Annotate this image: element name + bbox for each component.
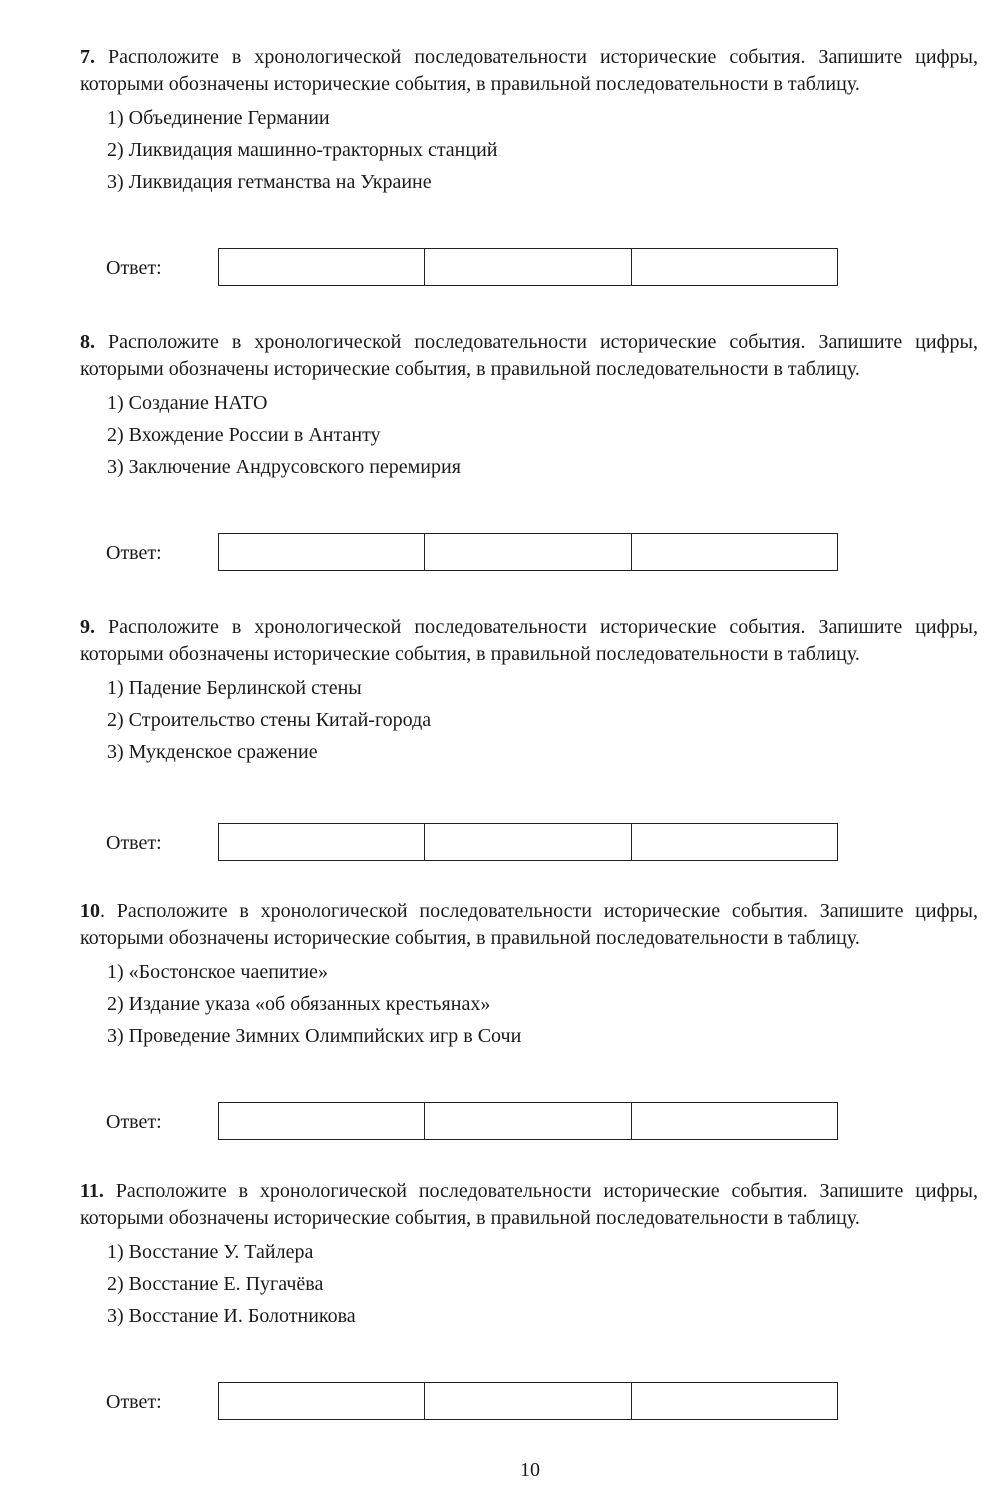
answer-grid (218, 533, 838, 571)
options-list (80, 672, 978, 768)
task-8 (80, 329, 978, 483)
task-7 (80, 44, 978, 198)
answer-cell[interactable] (425, 824, 631, 860)
task-text: Расположите в хронологической последовательности исторические события. Запишите цифры, которыми обозначены исторические события, в правильной последовательности в таблицу. (80, 331, 978, 380)
task-text: . Расположите в хронологической последовательности исторические события. Запишите цифры, которыми обозначены исторические события, в правильной последовательности в таблицу. (80, 900, 978, 949)
option-item: 1) «Бостонское чаепитие» (107, 961, 328, 983)
answer-cell[interactable] (219, 824, 425, 860)
task-text: Расположите в хронологической последовательности исторические события. Запишите цифры, которыми обозначены исторические события, в правильной последовательности в таблицу. (80, 616, 978, 665)
answer-label: Ответ: (106, 832, 162, 854)
option-item: 2) Строительство стены Китай-города (107, 709, 432, 731)
task-number: 7. (80, 46, 95, 68)
answer-label: Ответ: (106, 257, 162, 279)
option-item: 2) Ликвидация машинно-тракторных станций (107, 139, 498, 161)
option-item: 3) Восстание И. Болотникова (107, 1305, 356, 1327)
task-number: 10 (80, 900, 100, 922)
answer-grid (218, 1382, 838, 1420)
task-prompt (80, 1178, 978, 1232)
answer-cell[interactable] (632, 249, 837, 285)
task-10 (80, 898, 978, 1052)
answer-cell[interactable] (219, 1103, 425, 1139)
answer-label: Ответ: (106, 1391, 162, 1413)
answer-grid (218, 1102, 838, 1140)
task-number: 8. (80, 331, 95, 353)
options-list (80, 387, 978, 483)
task-11 (80, 1178, 978, 1332)
option-item: 3) Заключение Андрусовского перемирия (107, 456, 461, 478)
option-item: 1) Объединение Германии (107, 107, 330, 129)
option-item: 3) Проведение Зимних Олимпийских игр в Сочи (107, 1025, 522, 1047)
option-item: 2) Восстание Е. Пугачёва (107, 1273, 324, 1295)
answer-label: Ответ: (106, 542, 162, 564)
task-9 (80, 614, 978, 768)
answer-cell[interactable] (425, 1103, 631, 1139)
option-item: 1) Создание НАТО (107, 392, 268, 414)
task-number: 11. (80, 1180, 104, 1202)
option-item: 1) Восстание У. Тайлера (107, 1241, 314, 1263)
answer-cell[interactable] (632, 824, 837, 860)
answer-cell[interactable] (425, 1383, 631, 1419)
answer-cell[interactable] (632, 1383, 837, 1419)
task-text: Расположите в хронологической последовательности исторические события. Запишите цифры, которыми обозначены исторические события, в правильной последовательности в таблицу. (80, 46, 978, 95)
option-item: 2) Издание указа «об обязанных крестьянах» (107, 993, 491, 1015)
task-prompt (80, 898, 978, 952)
answer-grid (218, 823, 838, 861)
task-text: Расположите в хронологической последовательности исторические события. Запишите цифры, которыми обозначены исторические события, в правильной последовательности в таблицу. (80, 1180, 978, 1229)
answer-cell[interactable] (425, 534, 631, 570)
answer-cell[interactable] (425, 249, 631, 285)
page-number: 10 (520, 1459, 540, 1481)
answer-cell[interactable] (632, 1103, 837, 1139)
task-number: 9. (80, 616, 95, 638)
answer-cell[interactable] (219, 1383, 425, 1419)
options-list (80, 102, 978, 198)
task-prompt (80, 614, 978, 668)
option-item: 1) Падение Берлинской стены (107, 677, 362, 699)
options-list (80, 956, 978, 1052)
task-prompt (80, 329, 978, 383)
answer-label: Ответ: (106, 1111, 162, 1133)
answer-cell[interactable] (219, 249, 425, 285)
options-list (80, 1236, 978, 1332)
answer-cell[interactable] (219, 534, 425, 570)
option-item: 3) Мукденское сражение (107, 741, 318, 763)
answer-grid (218, 248, 838, 286)
task-prompt (80, 44, 978, 98)
answer-cell[interactable] (632, 534, 837, 570)
option-item: 2) Вхождение России в Антанту (107, 424, 381, 446)
option-item: 3) Ликвидация гетманства на Украине (107, 171, 432, 193)
